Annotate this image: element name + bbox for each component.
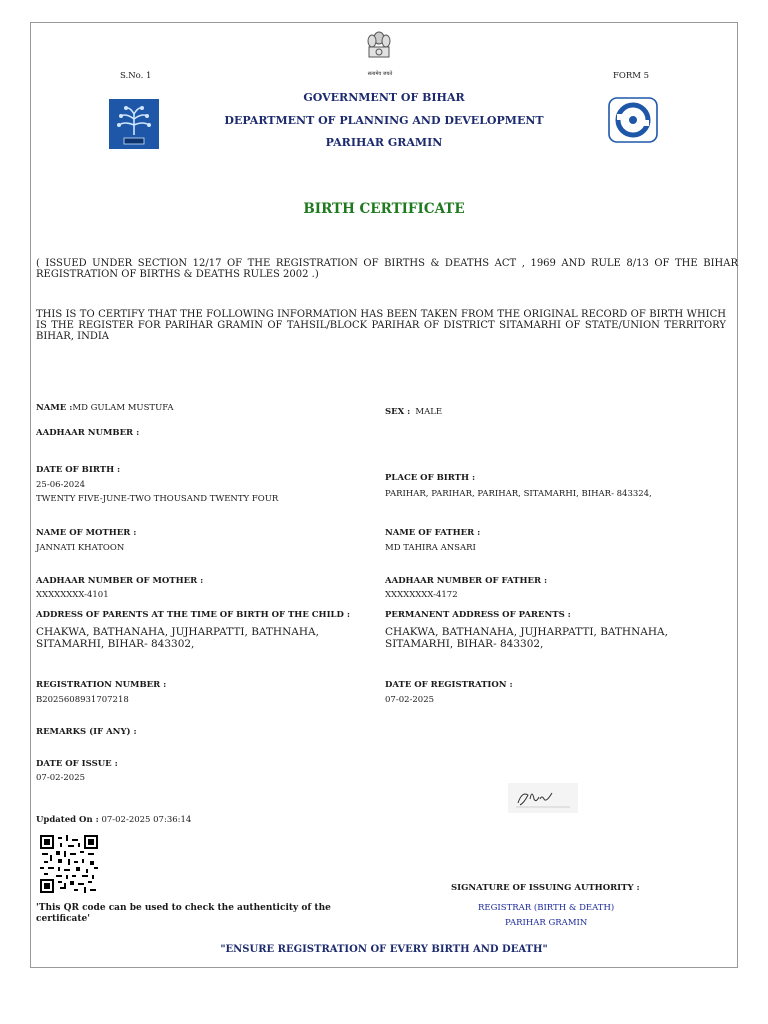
mother-value: JANNATI KHATOON: [36, 543, 125, 553]
pob-label: PLACE OF BIRTH :: [385, 473, 476, 483]
mother-aadhaar-value: XXXXXXXX-4101: [36, 590, 109, 600]
permanent-address-line-2: SITAMARHI, BIHAR- 843302,: [385, 638, 544, 650]
issue-date-label: DATE OF ISSUE :: [36, 759, 118, 769]
signature-label: SIGNATURE OF ISSUING AUTHORITY :: [451, 883, 640, 893]
registration-date-label: DATE OF REGISTRATION :: [385, 680, 513, 690]
name-label: NAME :: [36, 403, 73, 413]
qr-code: [40, 835, 98, 893]
department-heading: DEPARTMENT OF PLANNING AND DEVELOPMENT: [224, 114, 544, 127]
mother-aadhaar-label: AADHAAR NUMBER OF MOTHER :: [36, 576, 204, 586]
permanent-address-label: PERMANENT ADDRESS OF PARENTS :: [385, 610, 571, 620]
form-number: FORM 5: [613, 71, 650, 81]
emblem-caption: सत्यमेव जयते: [367, 71, 393, 77]
bihar-seal-logo-icon: [109, 99, 159, 149]
name-row: [36, 395, 174, 414]
remarks-label: REMARKS (IF ANY) :: [36, 727, 137, 737]
registration-number-value: B2025608931707218: [36, 695, 129, 705]
updated-row: [36, 815, 191, 825]
name-value: MD GULAM MUSTUFA: [72, 403, 174, 413]
birth-address-line-2: SITAMARHI, BIHAR- 843302,: [36, 638, 195, 650]
mother-label: NAME OF MOTHER :: [36, 528, 137, 538]
crs-logo-icon: [608, 97, 658, 143]
certify-text: THIS IS TO CERTIFY THAT THE FOLLOWING INFORMATION HAS BEEN TAKEN FROM THE ORIGINAL RECORD OF BIRTH WHICH IS THE REGISTER FOR PARIHAR GRAMIN OF TAHSIL/BLOCK PARIHAR OF DISTRICT SITAMARHI OF STATE/UNION TERRITORY BIHAR, INDIA: [36, 309, 726, 342]
dob-value: 25-06-2024: [36, 480, 86, 490]
aadhaar-label: AADHAAR NUMBER :: [36, 428, 140, 438]
serial-number: S.No. 1: [120, 71, 152, 81]
state-emblem-icon: [361, 28, 397, 72]
signature-image: [508, 783, 578, 813]
registrar-title: REGISTRAR (BIRTH & DEATH): [478, 903, 615, 913]
government-heading: GOVERNMENT OF BIHAR: [303, 91, 465, 104]
slogan: "ENSURE REGISTRATION OF EVERY BIRTH AND DEATH": [220, 944, 548, 955]
sex-row: [385, 399, 442, 418]
registration-date-value: 07-02-2025: [385, 695, 435, 705]
permanent-address-line-1: CHAKWA, BATHANAHA, JUJHARPATTI, BATHNAHA,: [385, 626, 668, 638]
issued-under-text: ( ISSUED UNDER SECTION 12/17 OF THE REGISTRATION OF BIRTHS & DEATHS ACT , 1969 AND RULE 8/13 OF THE BIHAR REGISTRATION OF BIRTHS & DEATHS RULES 2002 .): [36, 258, 738, 280]
dob-label: DATE OF BIRTH :: [36, 465, 121, 475]
sex-value: MALE: [415, 407, 443, 417]
father-value: MD TAHIRA ANSARI: [385, 543, 476, 553]
office-heading: PARIHAR GRAMIN: [325, 136, 443, 149]
dob-words: TWENTY FIVE-JUNE-TWO THOUSAND TWENTY FOUR: [36, 494, 279, 504]
qr-note: 'This QR code can be used to check the authenticity of the certificate': [36, 903, 331, 924]
updated-label: Updated On :: [36, 815, 99, 825]
father-label: NAME OF FATHER :: [385, 528, 481, 538]
issue-date-value: 07-02-2025: [36, 773, 86, 783]
father-aadhaar-label: AADHAAR NUMBER OF FATHER :: [385, 576, 548, 586]
updated-value: 07-02-2025 07:36:14: [101, 815, 192, 825]
registrar-office: PARIHAR GRAMIN: [505, 918, 588, 928]
birth-address-line-1: CHAKWA, BATHANAHA, JUJHARPATTI, BATHNAHA,: [36, 626, 319, 638]
registration-number-label: REGISTRATION NUMBER :: [36, 680, 167, 690]
pob-value: PARIHAR, PARIHAR, PARIHAR, SITAMARHI, BIHAR- 843324,: [385, 489, 652, 499]
birth-address-label: ADDRESS OF PARENTS AT THE TIME OF BIRTH OF THE CHILD :: [36, 610, 350, 620]
certificate-title: BIRTH CERTIFICATE: [303, 201, 465, 217]
father-aadhaar-value: XXXXXXXX-4172: [385, 590, 458, 600]
sex-label: SEX :: [385, 407, 411, 417]
